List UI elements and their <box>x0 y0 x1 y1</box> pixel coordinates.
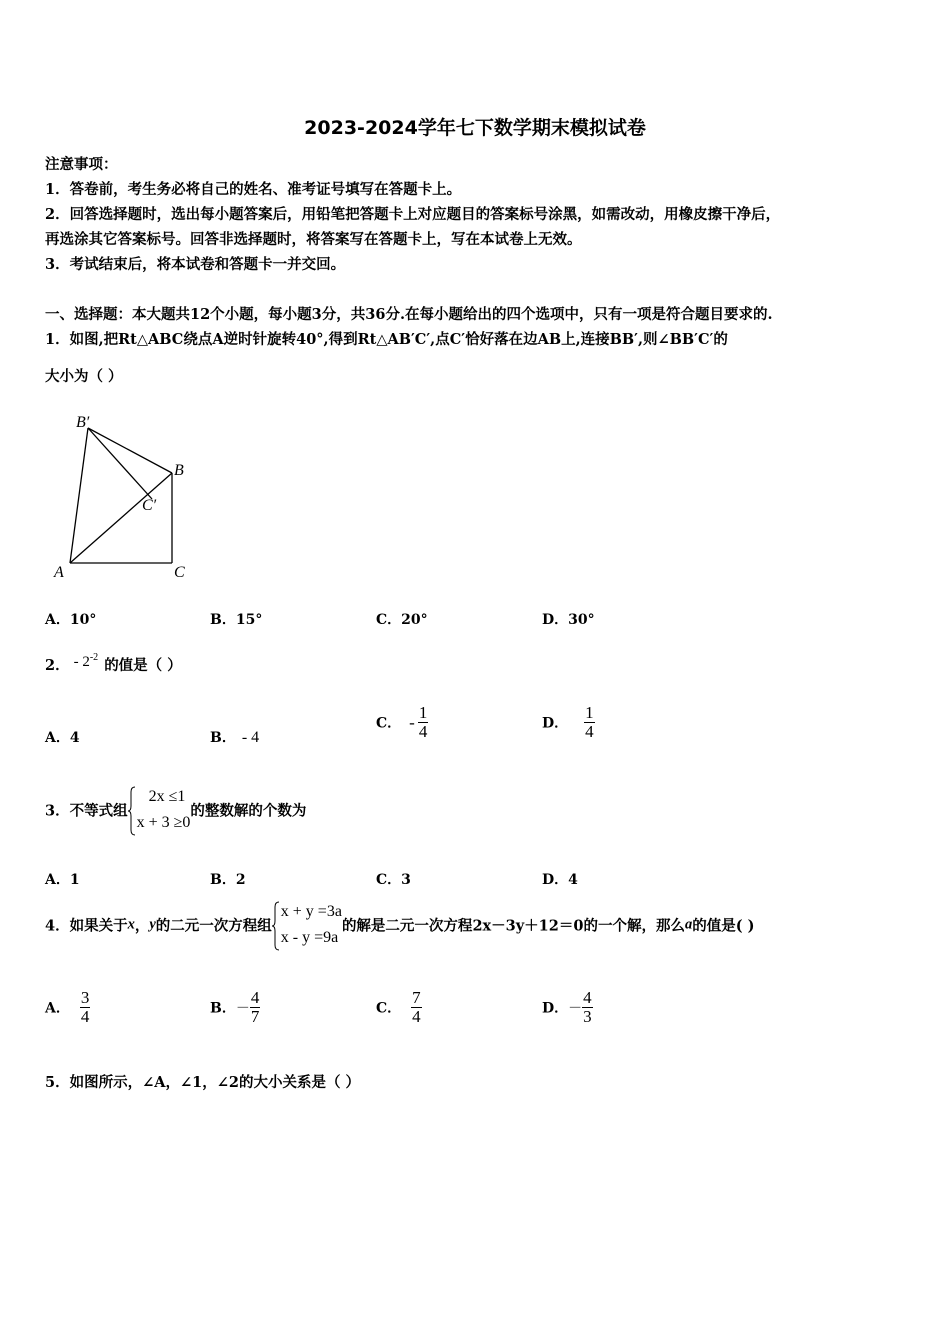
q1-option-d: D．30° <box>542 612 595 628</box>
question-4: 4．如果关于x，y的二元一次方程组 x + y =3a x - y =9a 的解是二元一次方程2x－3y＋12＝0的一个解，那么a的值是( ) <box>45 899 754 951</box>
q1-option-c: C．20° <box>376 612 428 628</box>
brace-icon <box>128 786 136 836</box>
q2-option-d: D． $\frac{1}{4}$ <box>542 703 594 741</box>
question-1-figure <box>48 405 198 585</box>
q2-option-c: C． - $\frac{1}{4}$ <box>376 703 428 741</box>
question-1-text-cont: 大小为（ ） <box>45 368 123 385</box>
label-b: B <box>174 462 184 479</box>
label-a: A <box>54 564 64 581</box>
segment-b-prime-b <box>88 428 172 473</box>
section-heading: 一、选择题：本大题共12个小题，每小题3分，共36分.在每小题给出的四个选项中，只有一项是符合题目要求的. <box>45 306 773 323</box>
page-title: 2023-2024学年七下数学期末模拟试卷 <box>304 117 646 139</box>
question-3: 3．不等式组 2x ≤1 x + 3 ≥0 的整数解的个数为 <box>45 784 306 836</box>
q2-option-a: A．4 <box>45 730 80 746</box>
label-c: C <box>174 564 185 581</box>
label-c-prime: C′ <box>142 497 157 514</box>
q4-option-b: B．－ $\frac{4}{7}$ <box>210 988 260 1026</box>
q4-option-c: C． $\frac{7}{4}$ <box>376 988 421 1026</box>
notice-item: 2．回答选择题时，选出每小题答案后，用铅笔把答题卡上对应题目的答案标号涂黑，如需改动，用橡皮擦干净后， <box>45 206 781 223</box>
q3-option-a: A．1 <box>45 872 80 888</box>
label-b-prime: B′ <box>76 414 90 431</box>
q3-inequality-system: 2x ≤1 x + 3 ≥0 <box>128 784 191 836</box>
q1-option-b: B．15° <box>210 612 263 628</box>
q4-option-a: A． $\frac{3}{4}$ <box>45 988 90 1026</box>
q1-option-a: A．10° <box>45 612 97 628</box>
notice-item: 再选涂其它答案标号。回答非选择题时，将答案写在答题卡上，写在本试卷上无效。 <box>45 231 582 248</box>
question-2: 2． - $2^{-2}$ 的值是（ ） <box>45 652 182 674</box>
notice-heading: 注意事项： <box>45 156 118 173</box>
q2-option-b: B． - 4 <box>210 729 260 746</box>
segment-b-prime-c-prime <box>88 428 152 499</box>
q2-expression: - $2^{-2}$ <box>73 652 99 670</box>
segment-ab <box>70 473 172 563</box>
question-5-text: 5．如图所示，∠A，∠1，∠2的大小关系是（ ） <box>45 1074 361 1091</box>
notice-item: 1．答卷前，考生务必将自己的姓名、准考证号填写在答题卡上。 <box>45 181 462 198</box>
q4-option-d: D．－ $\frac{4}{3}$ <box>542 988 592 1026</box>
segment-ab-prime <box>70 428 88 563</box>
q3-option-c: C．3 <box>376 872 411 888</box>
question-1-text: 1．如图,把Rt△ABC绕点A逆时针旋转40°,得到Rt△AB′C′,点C′恰好落在边AB上,连接BB′,则∠BB′C′的 <box>45 331 728 348</box>
q3-option-b: B．2 <box>210 872 246 888</box>
q3-option-d: D．4 <box>542 872 578 888</box>
brace-icon <box>272 901 280 951</box>
notice-item: 3．考试结束后，将本试卷和答题卡一并交回。 <box>45 256 346 273</box>
q4-equation-system: x + y =3a x - y =9a <box>272 899 342 951</box>
